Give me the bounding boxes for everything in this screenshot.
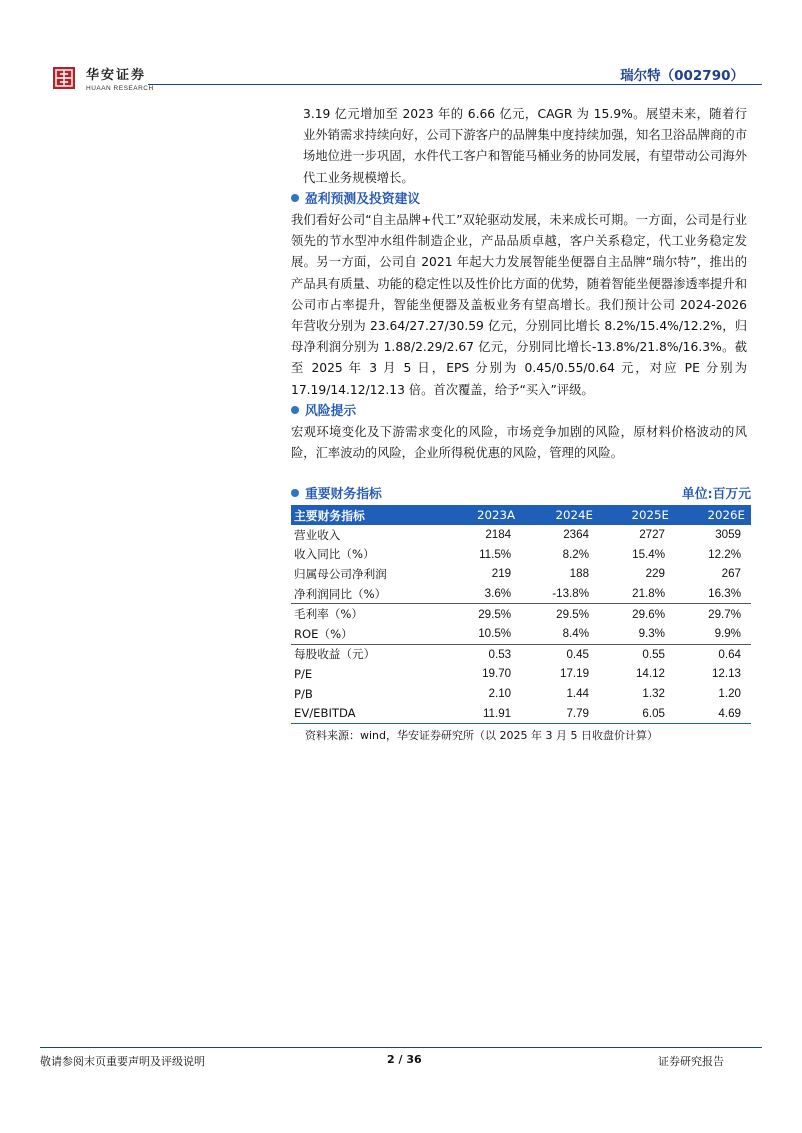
row-label: P/B xyxy=(294,686,313,701)
financial-title-row xyxy=(291,483,751,503)
table-cell: 4.69 xyxy=(675,703,751,723)
table-cell: 29.5% xyxy=(556,607,590,621)
table-cell: 11.91 xyxy=(444,703,521,723)
page-number: 2 / 36 xyxy=(387,1053,422,1066)
table-row xyxy=(291,624,751,644)
table-cell: 19.70 xyxy=(482,667,512,681)
row-label: ROE（%） xyxy=(291,624,444,644)
company-logo xyxy=(52,64,172,98)
table-cell: 0.55 xyxy=(642,647,665,661)
table-cell: 8.2% xyxy=(562,547,590,561)
row-label: P/E xyxy=(294,666,313,681)
table-cell: 2.10 xyxy=(488,687,512,701)
row-label: EV/EBITDA xyxy=(291,703,444,723)
table-cell: 3.6% xyxy=(444,584,521,604)
table-cell: 7.79 xyxy=(521,703,599,723)
table-cell: 6.05 xyxy=(599,703,675,723)
table-cell: 0.45 xyxy=(566,647,590,661)
table-row xyxy=(291,564,751,584)
row-label: 收入同比（%） xyxy=(294,547,375,562)
table-row xyxy=(291,584,751,604)
row-label: 营业收入 xyxy=(294,527,341,542)
risk-paragraph: 宏观环境变化及下游需求变化的风险，市场竞争加剧的风险，原材料价格波动的风险，汇率波动的风险，企业所得税优惠的风险，管理的风险。 xyxy=(291,425,747,461)
table-cell: 9.9% xyxy=(675,624,751,644)
financial-title xyxy=(291,483,382,502)
header-cell: 主要财务指标 xyxy=(291,505,444,525)
table-cell: 2364 xyxy=(563,528,590,542)
table-cell: 16.3% xyxy=(675,584,751,604)
risk-section-heading xyxy=(291,401,747,422)
table-row xyxy=(291,545,751,565)
table-source-note: 资料来源：wind，华安证券研究所（以 2025 年 3 月 5 日收盘价计算） xyxy=(305,728,658,742)
header-divider xyxy=(148,84,762,85)
risk-heading-text: 风险提示 xyxy=(305,403,357,419)
financial-table xyxy=(291,505,751,724)
table-cell: -13.8% xyxy=(521,584,599,604)
table-cell: 17.19 xyxy=(560,667,590,681)
footer-disclaimer: 敬请参阅末页重要声明及评级说明 xyxy=(40,1055,205,1068)
financial-unit: 单位:百万元 xyxy=(681,487,751,502)
row-label: 每股收益（元） xyxy=(294,647,376,662)
table-row xyxy=(291,525,751,545)
table-cell: 1.32 xyxy=(642,687,665,701)
forecast-heading-text: 盈利预测及投资建议 xyxy=(305,191,421,207)
financial-indicators xyxy=(291,483,751,743)
table-cell: 3059 xyxy=(715,528,741,542)
table-cell: 15.4% xyxy=(632,547,665,561)
table-row xyxy=(291,664,751,684)
table-cell: 1.20 xyxy=(718,687,741,701)
table-cell: 267 xyxy=(721,567,741,581)
forecast-section-heading xyxy=(291,189,747,210)
table-row xyxy=(291,684,751,704)
header-cell: 2023A xyxy=(444,505,521,525)
table-row xyxy=(291,703,751,723)
table-cell: 219 xyxy=(491,567,512,581)
table-cell: 14.12 xyxy=(635,667,665,681)
table-cell: 10.5% xyxy=(444,624,521,644)
table-cell: 29.6% xyxy=(632,607,665,621)
table-cell: 0.53 xyxy=(488,647,512,661)
table-cell: 0.64 xyxy=(718,647,741,661)
row-label: 净利润同比（%） xyxy=(291,584,444,604)
page-footer xyxy=(40,1047,762,1077)
table-cell: 1.44 xyxy=(566,687,590,701)
report-type: 证券研究报告 xyxy=(658,1055,724,1068)
logo-chinese-name: 华安证券 xyxy=(86,68,147,83)
row-label: 毛利率（%） xyxy=(294,607,363,622)
table-cell: 12.2% xyxy=(708,547,741,561)
seal-icon xyxy=(52,66,76,90)
main-content xyxy=(291,104,747,464)
bullet-icon xyxy=(291,406,299,414)
logo-english-name: HUAAN RESEARCH xyxy=(86,85,154,92)
table-cell: 29.5% xyxy=(478,607,512,621)
table-row xyxy=(291,644,751,664)
table-cell: 9.3% xyxy=(599,624,675,644)
bullet-icon xyxy=(291,194,299,202)
table-cell: 188 xyxy=(569,567,590,581)
header-cell: 2025E xyxy=(599,505,675,525)
financial-title-text: 重要财务指标 xyxy=(305,487,382,502)
table-cell: 2727 xyxy=(639,528,665,542)
table-cell: 2184 xyxy=(485,528,512,542)
table-cell: 21.8% xyxy=(599,584,675,604)
header-cell: 2024E xyxy=(521,505,599,525)
table-row xyxy=(291,604,751,624)
table-cell: 12.13 xyxy=(711,667,741,681)
row-label: 归属母公司净利润 xyxy=(294,566,387,581)
table-cell: 229 xyxy=(645,567,665,581)
page-header xyxy=(40,64,762,100)
footer-divider xyxy=(40,1047,762,1048)
intro-paragraph: 3.19 亿元增加至 2023 年的 6.66 亿元，CAGR 为 15.9%。展望未来，随着行业外销需求持续向好，公司下游客户的品牌集中度持续加强，知名卫浴品牌商的市场地位进一步巩固，水件代工客户和智能马桶业务的协同发展，有望带动公司海外代工业务规模增长。 xyxy=(303,107,747,185)
header-cell: 2026E xyxy=(675,505,751,525)
table-cell: 11.5% xyxy=(479,547,512,561)
table-cell: 29.7% xyxy=(708,607,741,621)
table-cell: 8.4% xyxy=(521,624,599,644)
table-header-row xyxy=(291,505,751,525)
forecast-paragraph: 我们看好公司“自主品牌+代工”双轮驱动发展，未来成长可期。一方面，公司是行业领先的节水型冲水组件制造企业，产品品质卓越，客户关系稳定，代工业务稳定发展。另一方面，公司自 2021 年起大力发展智能坐便器自主品牌“瑞尔特”，推出的产品具有质量、功能的稳定性以及性价比方面的优势，随着智能坐便器渗透率提升和公司市占率提升，智能坐便器及盖板业务有望高增长。我们预计公司 2024-2026 年营收分别为 23.64/27.27/30.59 亿元，分别同比增长 8.2%/15.4%/12.2%，归母净利润分别为 1.88/2.29/2.67 亿元，分别同比增长-13.8%/21.8%/16.3%。截至 2025 年 3 月 5 日，EPS 分别为 0.45/0.55/0.64 元，对应 PE 分别为 17.19/14.12/12.13 倍。首次覆盖，给予“买入”评级。 xyxy=(291,213,747,397)
stock-title: 瑞尔特（002790） xyxy=(620,68,744,84)
bullet-icon xyxy=(291,489,299,497)
